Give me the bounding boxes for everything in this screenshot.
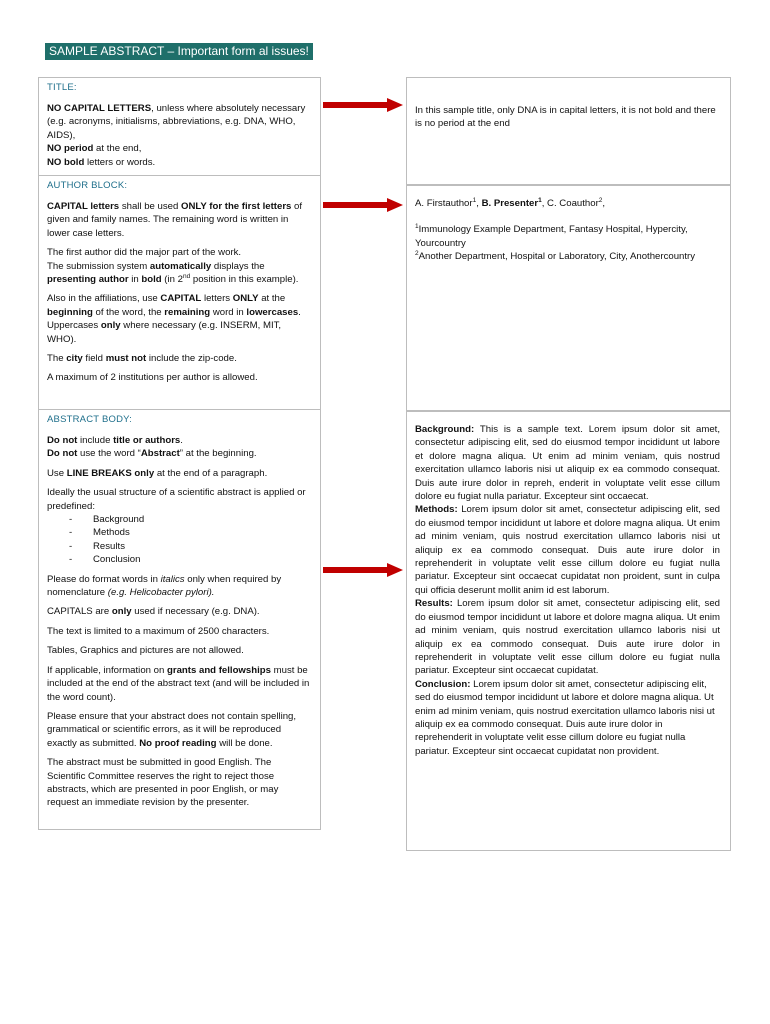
rule-text: letters or words. xyxy=(84,156,156,168)
list-item: - Background xyxy=(47,513,312,526)
body-rule-7: Tables, Graphics and pictures are not allowed. xyxy=(47,645,244,657)
body-rule-8: If applicable, information on grants and fellowships must be included at the end of the abstract text (and will be included in the word count). xyxy=(47,664,310,703)
author-rule-2: The first author did the major part of the work. The submission system automatically displays the presenting author in bold (in 2nd position in this example). xyxy=(47,247,299,286)
section-heading: TITLE: xyxy=(47,82,77,93)
sample-background: Background: This is a sample text. Lorem ipsum dolor sit amet, consectetur adipiscing elit, sed do eiusmod tempor incididunt ut labore et dolore magna aliqua. Ut enim ad minim veniam, quis nostrud exercitation ullamco laboris nisi ut aliquip ex ea commodo consequat. Duis aute irure dolor in repreh, enderit in voluptate velit esse cillum dolore eu fugiat nulla pariatur. Excepteur sint occaecat. xyxy=(415,424,720,503)
arrow-right-icon xyxy=(323,98,403,112)
sample-authors: A. Firstauthor$^1$, B. Presenter$^1$, C. Coauthor$^2$, xyxy=(415,196,606,209)
title-rules xyxy=(47,102,312,169)
list-item: - Conclusion xyxy=(47,553,312,566)
body-rule-4: Please do format words in italics only when required by nomenclature (e.g. Helicobacter pylori). xyxy=(47,573,282,599)
arrow-right-icon xyxy=(323,563,403,577)
sample-affiliation-1: $^1$Immunology Example Department, Fantasy Hospital, Hypercity, Yourcountry xyxy=(415,223,688,249)
sample-methods: Methods: Lorem ipsum dolor sit amet, consectetur adipiscing elit, sed do eiusmod tempor incididunt ut labore et dolore magna aliqua. Ut enim ad minim veniam, quis nostrud exercitation ullamco laboris nisi ut aliquip ex ea commodo consequat. Duis aute irure dolor in reprehenderit in voluptate velit esse cillum dolore eu fugiat nulla pariatur. Excepteur sint occaecat cupidatat non proident, sunt in culpa qui officia deserunt mollit anim id est laborum. xyxy=(415,504,720,596)
rule-bold: NO CAPITAL LETTERS xyxy=(47,103,152,114)
sample-title: In this sample title, only DNA is in capital letters, it is not bold and there is no period at the end xyxy=(415,105,716,130)
sample-author-box xyxy=(406,185,731,411)
sample-results: Results: Lorem ipsum dolor sit amet, consectetur adipiscing elit, sed do eiusmod tempor incididunt ut labore et dolore magna aliqua. Ut enim ad minim veniam, quis nostrud exercitation ullamco laboris nisi ut aliquip ex ea commodo consequat. Duis aute irure dolor in reprehenderit in voluptate velit esse cillum dolore eu fugiat nulla pariatur. Excepteur sint occaecat cupidatat. xyxy=(415,598,720,677)
sample-conclusion: Conclusion: Lorem ipsum dolor sit amet, consectetur adipiscing elit, sed do eiusmod tempor incididunt ut labore et dolore magna aliqua. Ut enim ad minim veniam, quis nostrud exercitation ullamco laboris nisi ut aliquip ex ea commodo consequat. Duis aute irure dolor in reprehenderit in voluptate velit esse cillum dolore eu fugiat nulla pariatur. Excepteur sint occaecat cupidatat non provident. xyxy=(415,678,715,757)
rule-text: at the end, xyxy=(93,143,142,155)
sample-title-box xyxy=(406,77,731,185)
section-heading: ABSTRACT BODY: xyxy=(47,414,132,425)
page-banner: SAMPLE ABSTRACT – Important form al issues! xyxy=(45,43,313,60)
author-guidelines xyxy=(39,175,320,391)
title-guidelines xyxy=(39,78,320,175)
rule-text: , unless where absolutely necessary (e.g. acronyms, initialisms, abbreviations, e.g. DNA, WHO, AIDS), xyxy=(47,103,306,141)
body-rule-1: Do not include title or authors. Do not use the word “Abstract” at the beginning. xyxy=(47,435,257,460)
body-rule-10: The abstract must be submitted in good English. The Scientific Committee reserves the right to reject those abstracts, which are presented in poor English, or may request an immediate revision by the presenter. xyxy=(47,757,279,809)
body-rule-6: The text is limited to a maximum of 2500 characters. xyxy=(47,625,270,637)
body-rule-9: Please ensure that your abstract does not contain spelling, grammatical or scientific errors, as it will be reproduced exactly as submitted. No proof reading will be done. xyxy=(47,710,297,749)
author-rule-3: Also in the affiliations, use CAPITAL letters ONLY at the beginning of the word, the remaining word in lowercases. Uppercases only where necessary (e.g. INSERM, MIT, WHO). xyxy=(47,293,301,345)
body-rule-3: Ideally the usual structure of a scientific abstract is applied or predefined: xyxy=(47,487,306,512)
author-rule-4: The city field must not include the zip-code. xyxy=(47,353,237,365)
structure-list xyxy=(47,513,312,567)
author-rule-5: A maximum of 2 institutions per author is allowed. xyxy=(47,372,258,384)
body-rule-5: CAPITALS are only used if necessary (e.g. DNA). xyxy=(47,606,260,618)
rule-bold: NO bold xyxy=(47,156,85,168)
list-item: - Methods xyxy=(47,526,312,539)
section-heading: AUTHOR BLOCK: xyxy=(47,180,128,191)
arrow-right-icon xyxy=(323,198,403,212)
sample-body-box xyxy=(406,411,731,851)
guidelines-column xyxy=(38,77,321,830)
rule-bold: NO period xyxy=(47,143,94,155)
body-rule-2: Use LINE BREAKS only at the end of a paragraph. xyxy=(47,467,268,479)
sample-affiliation-2: $^2$Another Department, Hospital or Laboratory, City, Anothercountry xyxy=(415,250,696,263)
body-guidelines xyxy=(39,409,320,816)
list-item: - Results xyxy=(47,540,312,553)
author-rule-1: CAPITAL letters shall be used ONLY for the first letters of given and family names. The remaining word is written in lower case letters. xyxy=(47,201,303,239)
